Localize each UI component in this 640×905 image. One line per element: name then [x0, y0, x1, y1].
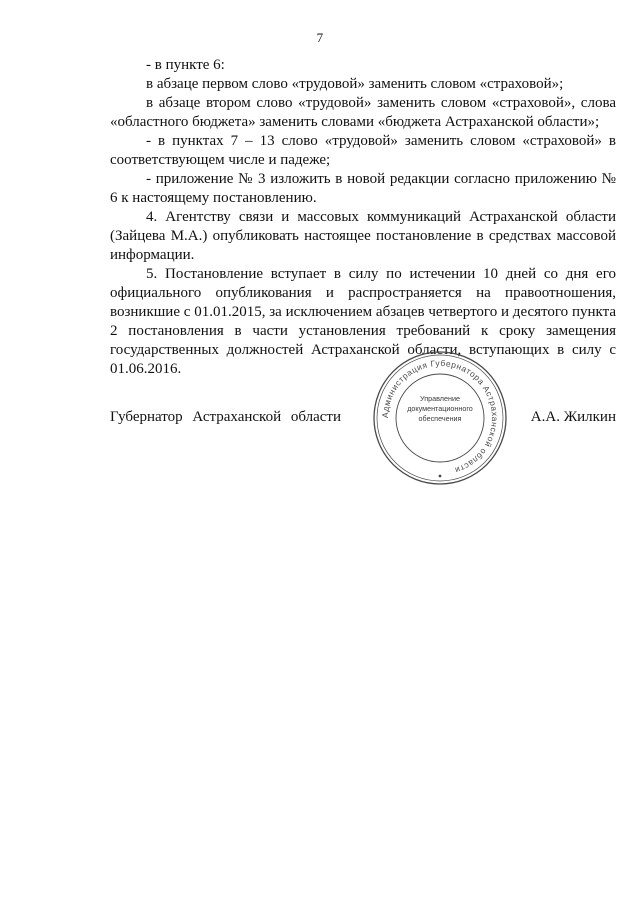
paragraph: в абзаце втором слово «трудовой» заменить словом «страховой», слова «областного бюджета» заменить словами «бюджета Астраханской области»; [110, 95, 616, 130]
signature-name: А.А. Жилкин [530, 409, 616, 425]
official-stamp [372, 350, 508, 486]
paragraph: - приложение № 3 изложить в новой редакции согласно приложению № 6 к настоящему постановлению. [110, 171, 616, 206]
paragraph: 5. Постановление вступает в силу по истечении 10 дней со дня его официального опубликования и распространяется на правоотношения, возникшие с 01.01.2015, за исключением абзацев четвертого и десятого пункта 2 постановления в части установления требований к сроку замещения государственных должностей Астраханской области, вступающих в силу с 01.06.2016. [110, 266, 616, 377]
paragraph: - в пункте 6: [146, 57, 225, 73]
stamp-center-text [404, 394, 476, 424]
body-text [110, 56, 616, 379]
paragraph: в абзаце первом слово «трудовой» заменить словом «страховой»; [146, 76, 564, 92]
stamp-line: Управление [420, 394, 460, 403]
stamp-outer-text: Администрация Губернатора Астраханской области [379, 357, 501, 476]
paragraph: - в пунктах 7 – 13 слово «трудовой» заменить словом «страховой» в соответствующем числе и падеже; [110, 133, 616, 168]
stamp-line: документационного [407, 404, 473, 413]
page-number: 7 [316, 30, 324, 45]
signature-title: Губернатор Астраханской области [110, 409, 342, 425]
stamp-line: обеспечения [418, 414, 462, 423]
paragraph: 4. Агентству связи и массовых коммуникаций Астраханской области (Зайцева М.А.) опубликовать настоящее постановление в средствах массовой информации. [110, 209, 616, 263]
